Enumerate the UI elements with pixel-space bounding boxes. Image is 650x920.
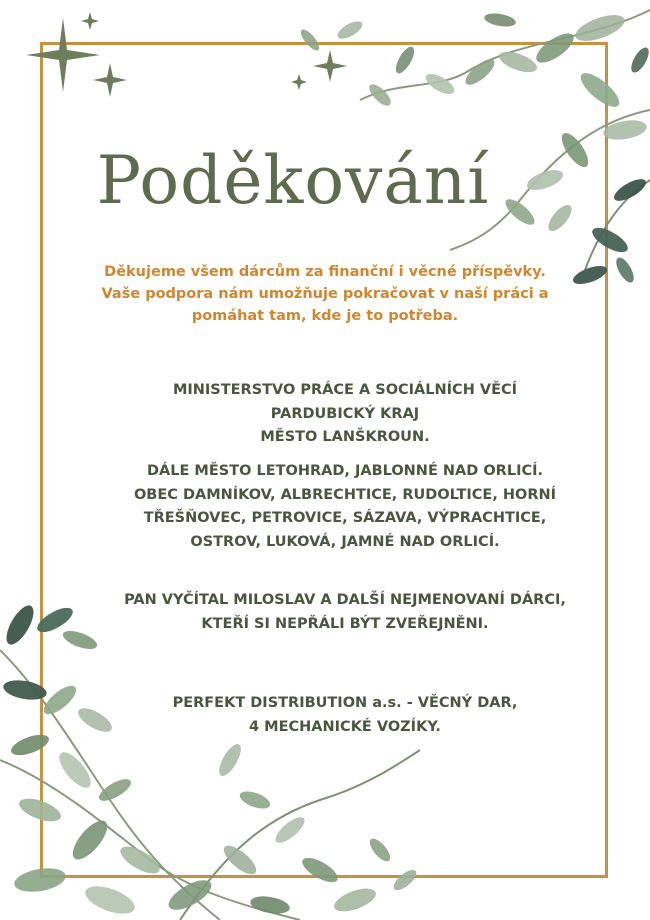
- donor-line: OBEC DAMNÍKOV, ALBRECHTICE, RUDOLTICE, HORNÍ: [133, 486, 557, 503]
- donor-line: OSTROV, LUKOVÁ, JAMNÉ NAD ORLICÍ.: [190, 533, 500, 550]
- page-title: Poděkování: [96, 142, 490, 219]
- intro-text: [70, 261, 580, 327]
- intro-line: Vaše podpora nám umožňuje pokračovat v naší práci a: [101, 286, 549, 302]
- donor-line: DÁLE MĚSTO LETOHRAD, JABLONNÉ NAD ORLICÍ.: [146, 463, 544, 479]
- donors-towns: [60, 460, 630, 554]
- donors-main: [60, 379, 630, 450]
- donor-line: 4 MECHANICKÉ VOZÍKY.: [249, 718, 441, 735]
- donor-line: TŘEŠŇOVEC, PETROVICE, SÁZAVA, VÝPRACHTICE,: [143, 510, 547, 526]
- donor-line: PARDUBICKÝ KRAJ: [270, 405, 420, 422]
- donor-line: PERFEKT DISTRIBUTION a.s. - VĚCNÝ DAR,: [172, 695, 518, 711]
- donor-line: KTEŘÍ SI NEPŘÁLI BÝT ZVEŘEJNĚNI.: [201, 615, 489, 632]
- donors-material: [60, 692, 630, 739]
- donors-private: [60, 589, 630, 636]
- donor-line: MINISTERSTVO PRÁCE A SOCIÁLNÍCH VĚCÍ: [172, 382, 518, 398]
- intro-line: pomáhat tam, kde je to potřeba.: [191, 308, 459, 324]
- donor-line: MĚSTO LANŠKROUN.: [260, 429, 430, 445]
- donor-line: PAN VYČÍTAL MILOSLAV A DALŠÍ NEJMENOVANÍ DÁRCI,: [124, 592, 566, 608]
- intro-line: Děkujeme všem dárcům za finanční i věcné příspěvky.: [104, 264, 546, 280]
